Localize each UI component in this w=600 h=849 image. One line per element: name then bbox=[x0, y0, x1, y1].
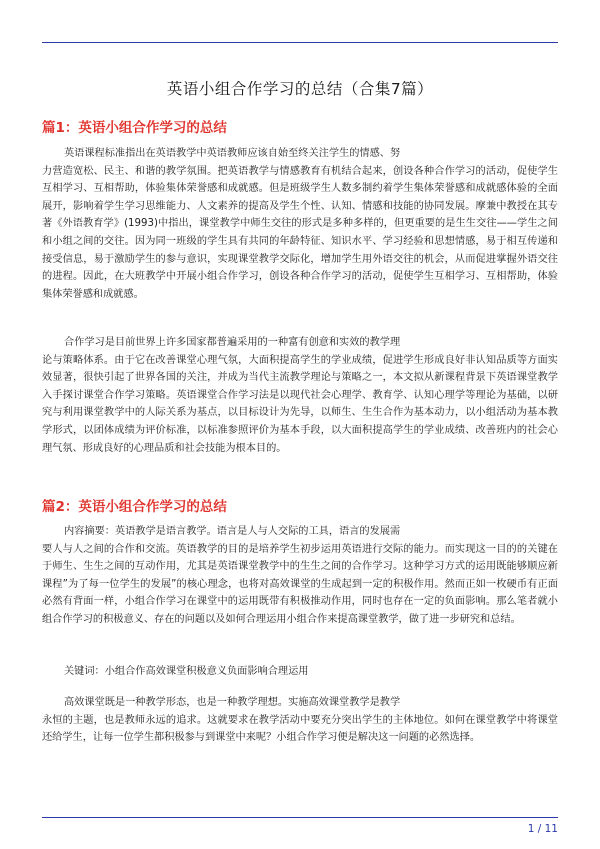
paragraph-2-1 bbox=[42, 523, 558, 629]
section-heading-2: 篇2：英语小组合作学习的总结 bbox=[42, 499, 227, 515]
paragraph-body: 力营造宽松、民主、和谐的教学氛围。把英语教学与情感教育有机结合起来，创设各种合作学习的活动，促使学生互相学习、互相帮助，体验集体荣誉感和成就感。但是班级学生人数多制约着学生集体荣誉感和成就感体验的全面展开，影响着学生学习思维能力、人文素养的提高及学生个性、认知、情感和技能的协同发展。摩兼中教授在其专著《外语教育学》(1993)中指出，课堂教学中师生交往的形式是多种多样的，但更重要的是生生交往——学生之间和小组之间的交往。因为同一班级的学生具有共同的年龄特征、知识水平、学习经验和思想情感，易于相互传递和接受信息，易于激励学生的参与意识，实现课堂教学交际化，增加学生用外语交往的机会，从而促进掌握外语交往的进程。因此，在大班教学中开展小组合作学习，创设各种合作学习的活动，促使学生互相学习、互相帮助，体验集体荣誉感和成就感。 bbox=[42, 165, 558, 300]
header-rule bbox=[42, 42, 558, 43]
paragraph-first-line: 英语课程标准指出在英语教学中英语教师应该自始至终关注学生的情感、努 bbox=[64, 148, 401, 159]
paragraph-body: 论与策略体系。由于它在改善课堂心理气氛，大面积提高学生的学业成绩，促进学生形成良好非认知品质等方面实效显著，很快引起了世界各国的关注，并成为当代主流教学理论与策略之一，本文拟从新课程背景下英语课堂教学入手探讨课堂合作学习策略。英语课堂合作学习法是以现代社会心理学、教育学、认知心理学等理论为基础，以研究与利用课堂教学中的人际关系为基点，以目标设计为先导，以师生、生生合作为基本动力，以小组活动为基本教学形式，以团体成绩为评价标准，以标准参照评价为基本手段，以大面积提高学生的学业成绩、改善班内的社会心理气氛、形成良好的心理品质和社会技能为根本目的。 bbox=[42, 354, 558, 454]
section-heading-1: 篇1：英语小组合作学习的总结 bbox=[42, 120, 227, 136]
page-number: 1 / 11 bbox=[527, 823, 558, 835]
keywords-line: 关键词：小组合作高效课堂积极意义负面影响合理运用 bbox=[64, 666, 309, 677]
paragraph-1-1 bbox=[42, 145, 558, 303]
keywords bbox=[42, 663, 558, 681]
paragraph-body: 要人与人之间的合作和交流。英语教学的目的是培养学生初步运用英语进行交际的能力。而实现这一目的的关键在于师生、生生之间的互动作用，尤其是英语课堂教学中的生生之间的合作学习。这种学习方式的运用既能够顺应新课程”为了每一位学生的发展”的核心理念，也将对高效课堂的生成起到一定的积极作用。然而正如一枚硬币有正面必然有背面一样，小组合作学习在课堂中的运用既带有积极推动作用，同时也存在一定的负面影响。那么笔者就小组合作学习的积极意义、存在的问题以及如何合理运用小组合作来提高课堂教学，做了进一步研究和总结。 bbox=[42, 543, 558, 625]
paragraph-body: 永恒的主题，也是教师永远的追求。这就要求在教学活动中要充分突出学生的主体地位。如何在课堂教学中将课堂还给学生，让每一位学生都积极参与到课堂中来呢？小组合作学习便是解决这一问题的必然选择。 bbox=[42, 714, 558, 744]
paragraph-1-2 bbox=[42, 334, 558, 457]
paragraph-first-line: 高效课堂既是一种教学形态，也是一种教学理想。实施高效课堂教学是教学 bbox=[64, 697, 401, 708]
document-title: 英语小组合作学习的总结（合集7篇） bbox=[166, 80, 434, 98]
footer-rule bbox=[42, 817, 558, 818]
paragraph-first-line: 合作学习是目前世界上许多国家都普遍采用的一种富有创意和实效的教学理 bbox=[64, 337, 401, 348]
paragraph-first-line: 内容摘要：英语教学是语言教学。语言是人与人交际的工具，语言的发展需 bbox=[64, 526, 401, 537]
paragraph-2-3 bbox=[42, 694, 558, 747]
